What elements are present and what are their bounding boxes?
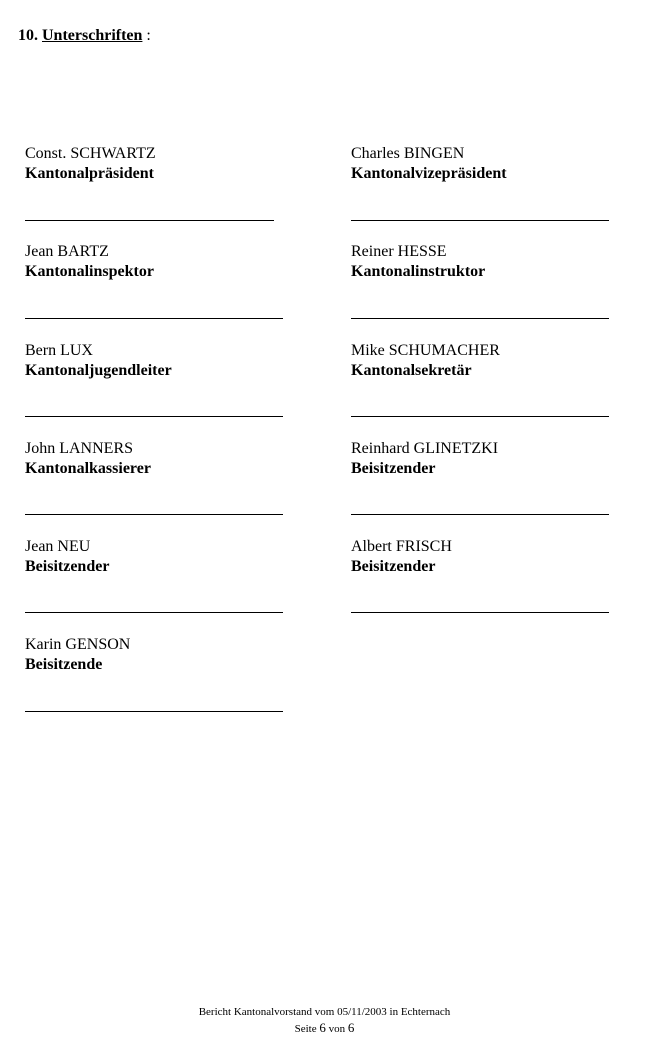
signature-block [351,242,621,282]
signature-block [25,635,295,675]
signatory-role: Kantonalsekretär [351,362,472,379]
signature-line [25,416,283,417]
signature-block [25,242,295,282]
signature-line [25,220,274,221]
signatory-role: Beisitzender [351,558,436,575]
signature-line [351,318,609,319]
footer-report-title: Bericht Kantonalvorstand vom 05/11/2003 in Echternach [198,1006,451,1018]
signature-line [25,514,283,515]
signatory-role: Beisitzender [25,558,110,575]
signatory-name: Const. SCHWARTZ [25,145,156,162]
signature-block [351,439,621,479]
signature-line [25,318,283,319]
signatory-role: Kantonalinstruktor [351,263,486,280]
footer-current-page: 6 [319,1020,326,1035]
signature-block [25,439,295,479]
signatory-role: Kantonalinspektor [25,263,154,280]
signature-line [351,514,609,515]
page-footer [0,1005,649,1037]
signatory-name: Mike SCHUMACHER [351,342,500,359]
section-number: 10. [18,27,38,44]
footer-total-pages: 6 [347,1020,355,1035]
signature-block [351,341,621,381]
signature-line [25,612,283,613]
signatory-role: Kantonalkassierer [25,460,151,477]
signature-line [351,612,609,613]
section-colon: : [146,27,151,44]
signatory-role: Kantonaljugendleiter [25,362,172,379]
signatory-name: Karin GENSON [25,636,131,653]
section-heading [18,26,151,46]
footer-page-number [0,1020,649,1037]
signatory-role: Beisitzender [351,460,436,477]
signatory-name: Reiner HESSE [351,243,447,260]
signature-line [351,416,609,417]
section-title: Unterschriften [42,27,143,44]
signatory-name: Albert FRISCH [351,538,452,555]
signatory-role: Kantonalvizepräsident [351,165,507,182]
signature-block [351,537,621,577]
signatory-name: Jean NEU [25,538,91,555]
footer-von-label: von [328,1023,346,1035]
signature-block [351,144,621,184]
signature-line [25,711,283,712]
signature-block [25,537,295,577]
signatory-role: Beisitzende [25,656,103,673]
signature-block [25,341,295,381]
signature-line [351,220,609,221]
signatory-name: Reinhard GLINETZKI [351,440,499,457]
signatory-role: Kantonalpräsident [25,165,154,182]
signatory-name: John LANNERS [25,440,134,457]
signatory-name: Bern LUX [25,342,93,359]
signatory-name: Jean BARTZ [25,243,109,260]
signature-block [25,144,295,184]
signatory-name: Charles BINGEN [351,145,465,162]
footer-seite-label: Seite [294,1023,317,1035]
